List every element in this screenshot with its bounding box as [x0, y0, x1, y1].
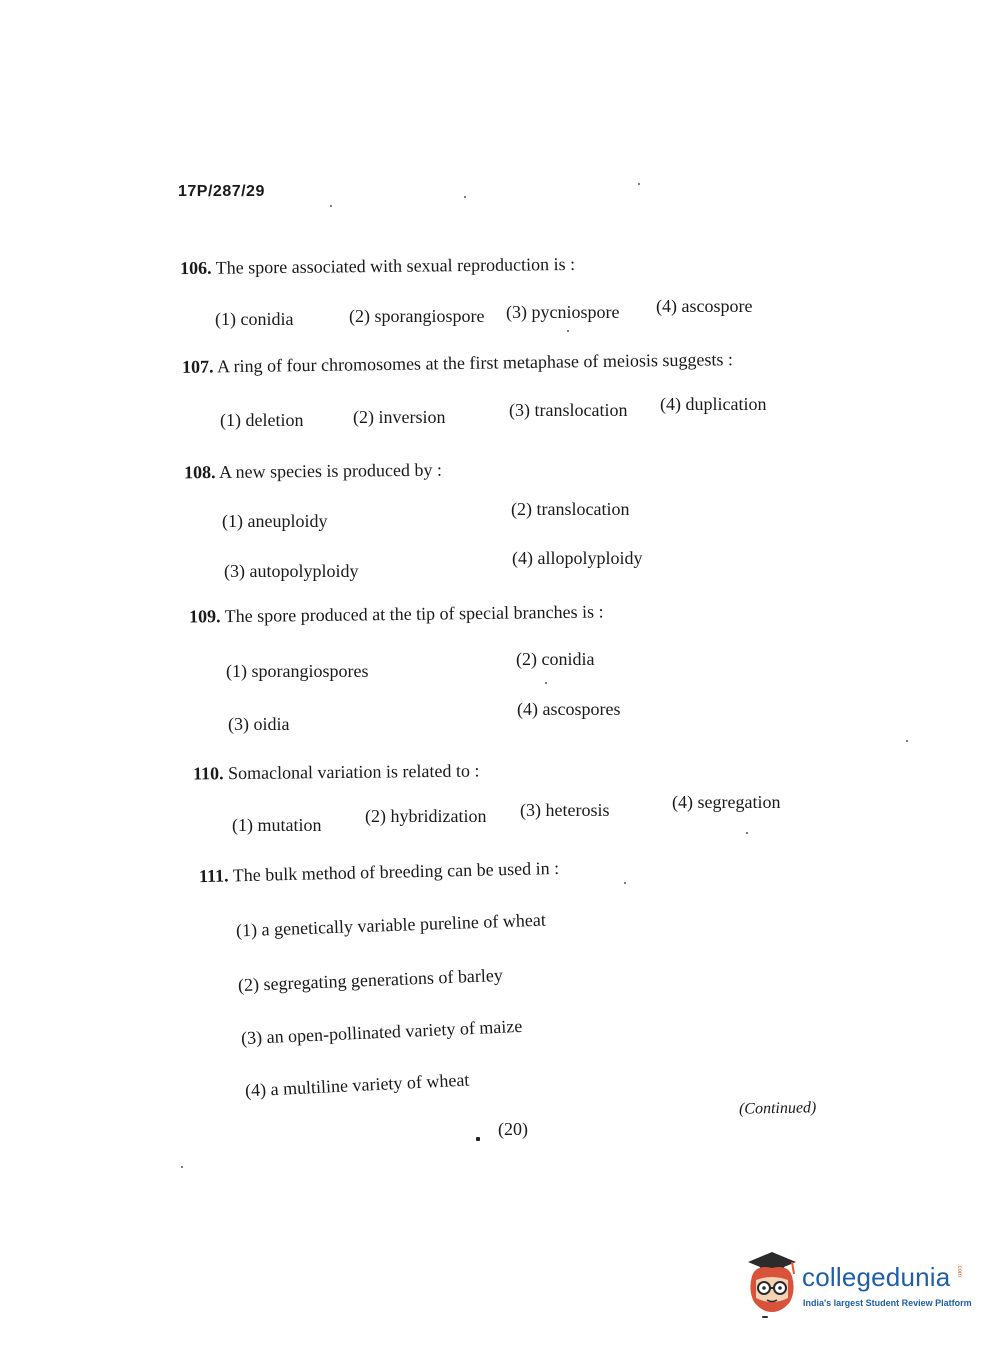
option: (1) mutation — [232, 815, 322, 835]
option: (3) translocation — [509, 400, 628, 420]
option: (2) inversion — [353, 407, 446, 427]
question-111 — [199, 858, 560, 887]
question-text: The bulk method of breeding can be used in : — [232, 857, 560, 886]
logo-tagline: India's largest Student Review Platform — [803, 1298, 972, 1308]
option: (3) autopolyploidy — [224, 561, 359, 581]
question-110 — [193, 761, 480, 785]
logo-wordmark: collegedunia — [802, 1262, 951, 1292]
option: (2) hybridization — [365, 806, 487, 826]
option: (3) oidia — [228, 714, 290, 734]
option: (3) pycniospore — [506, 302, 620, 322]
question-text: The spore produced at the tip of special branches is : — [224, 601, 604, 627]
question-number: 106. — [179, 257, 212, 279]
question-text: The spore associated with sexual reproduction is : — [215, 253, 576, 278]
option: (4) duplication — [660, 394, 767, 414]
question-number: 109. — [188, 606, 221, 627]
option: (3) heterosis — [520, 800, 610, 820]
option: (1) sporangiospores — [226, 661, 369, 681]
question-text: Somaclonal variation is related to : — [227, 760, 480, 784]
option: (4) allopolyploidy — [512, 548, 643, 568]
option: (1) conidia — [215, 309, 294, 329]
question-number: 107. — [181, 356, 214, 377]
collegedunia-logo — [742, 1250, 972, 1320]
option: (4) ascospore — [656, 296, 753, 316]
option: (1) deletion — [220, 410, 304, 430]
option: (2) translocation — [511, 499, 630, 519]
question-text: A ring of four chromosomes at the first metaphase of meiosis suggests : — [216, 349, 734, 377]
continued-label: (Continued) — [738, 1099, 817, 1118]
question-107 — [182, 349, 733, 378]
option: (4) a multiline variety of wheat — [244, 1069, 470, 1101]
question-106 — [180, 254, 575, 279]
paper-code: 17P/287/29 — [178, 183, 265, 200]
question-number: 110. — [192, 763, 224, 784]
question-number: 108. — [183, 462, 216, 483]
mascot-icon — [742, 1250, 800, 1316]
question-108 — [184, 460, 442, 484]
logo-suffix: .com — [956, 1264, 962, 1278]
option: (1) aneuploidy — [222, 511, 328, 531]
option: (4) segregation — [672, 792, 781, 812]
option: (4) ascospores — [517, 699, 621, 719]
option: (1) a genetically variable pureline of wheat — [235, 909, 547, 941]
page-number: (20) — [498, 1119, 528, 1139]
question-109 — [189, 601, 604, 627]
option: (3) an open-pollinated variety of maize — [240, 1015, 523, 1049]
question-text: A new species is produced by : — [218, 459, 443, 482]
option: (2) conidia — [516, 649, 595, 669]
option: (2) sporangiospore — [349, 306, 485, 326]
question-number: 111. — [198, 865, 229, 887]
option: (2) segregating generations of barley — [237, 964, 504, 996]
